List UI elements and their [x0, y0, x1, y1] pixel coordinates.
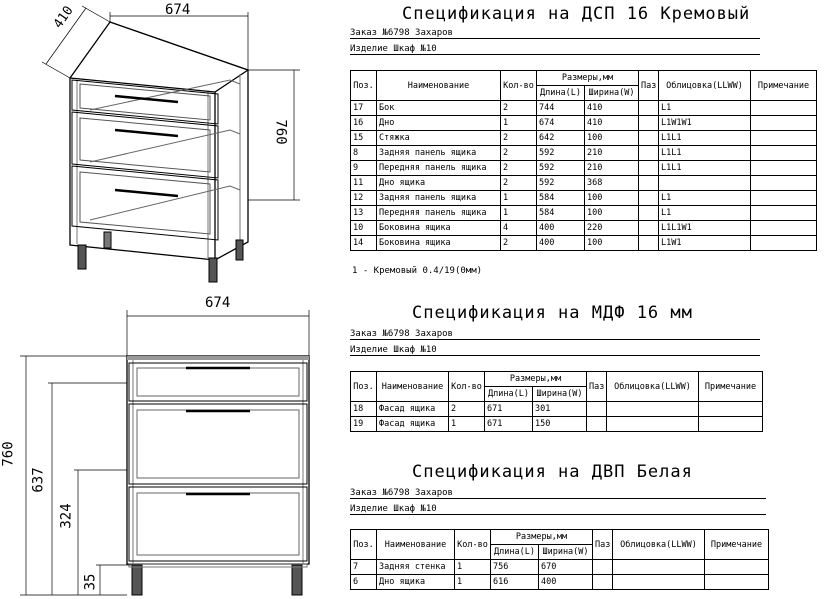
table-cell-l: 592: [537, 146, 585, 161]
table-row: [351, 131, 817, 146]
dvp-spec-title: Спецификация на ДВП Белая: [412, 462, 693, 482]
table-cell-name: Передняя панель ящика: [377, 206, 501, 221]
table-cell-edge: [659, 176, 751, 191]
table-cell-l: 400: [537, 236, 585, 251]
table-cell-w: 301: [533, 402, 587, 417]
table-cell-pos: 7: [351, 560, 377, 575]
table-cell-edge: L1L1: [659, 131, 751, 146]
table-cell-name: Стяжка: [377, 131, 501, 146]
table-cell-groove: [639, 176, 659, 191]
table-row: [351, 101, 817, 116]
mdf-header-qty: Кол-во: [449, 372, 485, 402]
table-cell-note: [751, 131, 817, 146]
mdf-header-name: Наименование: [377, 372, 449, 402]
table-cell-w: 410: [585, 116, 639, 131]
table-cell-qty: 2: [449, 402, 485, 417]
table-cell-name: Задняя панель ящика: [377, 191, 501, 206]
iso-dim-width: 674: [165, 2, 191, 18]
table-cell-name: Дно ящика: [377, 575, 455, 590]
table-cell-l: 671: [485, 417, 533, 432]
table-cell-edge: L1: [659, 101, 751, 116]
table-row: [351, 161, 817, 176]
mdf-header-width: Ширина(W): [533, 387, 587, 402]
table-cell-name: Фасад ящика: [377, 417, 449, 432]
dvp-order-line: [350, 488, 766, 499]
table-cell-l: 642: [537, 131, 585, 146]
table-cell-edge: L1W1: [659, 236, 751, 251]
table-cell-w: 220: [585, 221, 639, 236]
table-cell-name: Дно ящика: [377, 176, 501, 191]
table-cell-l: 584: [537, 206, 585, 221]
table-cell-groove: [639, 191, 659, 206]
dvp-header-width: Ширина(W): [539, 545, 593, 560]
table-cell-name: Задняя панель ящика: [377, 146, 501, 161]
table-cell-pos: 13: [351, 206, 377, 221]
dvp-header-groove: Паз: [593, 530, 613, 560]
table-cell-note: [699, 402, 763, 417]
dsp-rows: [351, 101, 817, 251]
table-cell-note: [751, 146, 817, 161]
dvp-header-sizes: Размеры,мм: [491, 530, 593, 545]
table-cell-l: 592: [537, 176, 585, 191]
table-row: [351, 206, 817, 221]
table-cell-edge: L1: [659, 206, 751, 221]
table-cell-note: [705, 575, 769, 590]
table-cell-l: 592: [537, 161, 585, 176]
table-cell-name: Передняя панель ящика: [377, 161, 501, 176]
table-cell-qty: 1: [501, 191, 537, 206]
table-cell-l: 744: [537, 101, 585, 116]
dvp-header-edge: Облицовка(LLWW): [613, 530, 705, 560]
table-cell-w: 210: [585, 161, 639, 176]
table-cell-groove: [639, 161, 659, 176]
table-cell-note: [751, 176, 817, 191]
dsp-header-name: Наименование: [377, 71, 501, 101]
table-cell-groove: [587, 417, 607, 432]
table-cell-l: 674: [537, 116, 585, 131]
table-cell-pos: 8: [351, 146, 377, 161]
table-cell-edge: L1: [659, 191, 751, 206]
mdf-spec-title: Спецификация на МДФ 16 мм: [412, 303, 693, 323]
table-cell-w: 368: [585, 176, 639, 191]
table-cell-w: 410: [585, 101, 639, 116]
dsp-header-sizes: Размеры,мм: [537, 71, 639, 86]
table-cell-qty: 2: [501, 236, 537, 251]
table-cell-groove: [639, 116, 659, 131]
dsp-header-groove: Паз: [639, 71, 659, 101]
table-cell-w: 100: [585, 191, 639, 206]
mdf-order-line: [350, 329, 760, 340]
table-cell-note: [751, 191, 817, 206]
table-cell-qty: 2: [501, 101, 537, 116]
front-dim-35: 35: [82, 573, 99, 591]
table-cell-name: Фасад ящика: [377, 402, 449, 417]
dvp-rows: [351, 560, 769, 590]
iso-dim-height: 760: [272, 119, 289, 145]
mdf-header-edge: Облицовка(LLWW): [607, 372, 699, 402]
dsp-header-width: Ширина(W): [585, 86, 639, 101]
table-row: [351, 417, 763, 432]
mdf-header-pos: Поз.: [351, 372, 377, 402]
table-cell-name: Бок: [377, 101, 501, 116]
dvp-header-note: Примечание: [705, 530, 769, 560]
table-cell-groove: [593, 575, 613, 590]
dsp-header-length: Длина(L): [537, 86, 585, 101]
dsp-order-value: №6798 Захаров: [382, 28, 453, 38]
table-cell-edge: L1L1W1: [659, 221, 751, 236]
mdf-header-groove: Паз: [587, 372, 607, 402]
dvp-item-value: Шкаф №10: [393, 504, 437, 514]
table-cell-w: 210: [585, 146, 639, 161]
table-row: [351, 191, 817, 206]
table-cell-qty: 1: [501, 206, 537, 221]
table-cell-name: Дно: [377, 116, 501, 131]
table-cell-note: [751, 221, 817, 236]
table-cell-name: Боковина ящика: [377, 236, 501, 251]
table-cell-edge: [613, 575, 705, 590]
table-cell-groove: [593, 560, 613, 575]
table-cell-qty: 2: [501, 161, 537, 176]
table-cell-pos: 16: [351, 116, 377, 131]
dvp-header-name: Наименование: [377, 530, 455, 560]
table-cell-edge: L1L1: [659, 161, 751, 176]
mdf-rows: [351, 402, 763, 432]
table-cell-l: 584: [537, 191, 585, 206]
table-cell-w: 100: [585, 206, 639, 221]
table-cell-qty: 1: [501, 116, 537, 131]
dvp-header-length: Длина(L): [491, 545, 539, 560]
dsp-spec-table: [350, 70, 817, 251]
table-cell-w: 400: [539, 575, 593, 590]
table-cell-pos: 11: [351, 176, 377, 191]
mdf-item-value: Шкаф №10: [393, 345, 437, 355]
table-cell-groove: [639, 101, 659, 116]
table-cell-edge: [607, 417, 699, 432]
front-dim-637: 637: [30, 467, 47, 493]
dsp-header-qty: Кол-во: [501, 71, 537, 101]
table-cell-edge: [613, 560, 705, 575]
table-cell-note: [705, 560, 769, 575]
table-cell-pos: 6: [351, 575, 377, 590]
table-cell-pos: 19: [351, 417, 377, 432]
mdf-header-note: Примечание: [699, 372, 763, 402]
table-row: [351, 116, 817, 131]
table-cell-l: 400: [537, 221, 585, 236]
table-row: [351, 146, 817, 161]
dsp-order-line: [350, 28, 760, 39]
table-cell-pos: 14: [351, 236, 377, 251]
table-cell-pos: 18: [351, 402, 377, 417]
dsp-item-value: Шкаф №10: [393, 44, 437, 54]
table-cell-edge: [607, 402, 699, 417]
table-cell-name: Задняя стенка: [377, 560, 455, 575]
table-cell-l: 616: [491, 575, 539, 590]
table-cell-pos: 15: [351, 131, 377, 146]
table-cell-groove: [639, 221, 659, 236]
table-cell-qty: 1: [455, 575, 491, 590]
table-cell-qty: 2: [501, 131, 537, 146]
table-cell-qty: 1: [449, 417, 485, 432]
front-view: [20, 310, 309, 595]
table-cell-note: [751, 236, 817, 251]
dsp-header-pos: Поз.: [351, 71, 377, 101]
table-cell-l: 671: [485, 402, 533, 417]
table-cell-pos: 9: [351, 161, 377, 176]
mdf-order-label: Заказ: [350, 329, 378, 339]
mdf-item-line: [350, 345, 760, 356]
iso-dim-depth: 410: [50, 3, 77, 32]
table-cell-pos: 12: [351, 191, 377, 206]
table-cell-note: [751, 116, 817, 131]
table-cell-qty: 1: [455, 560, 491, 575]
table-cell-pos: 10: [351, 221, 377, 236]
front-dim-324: 324: [58, 503, 75, 529]
table-cell-groove: [587, 402, 607, 417]
table-cell-w: 670: [539, 560, 593, 575]
table-cell-w: 100: [585, 236, 639, 251]
table-cell-groove: [639, 131, 659, 146]
dvp-item-label: Изделие: [350, 504, 388, 514]
dsp-header-edge: Облицовка(LLWW): [659, 71, 751, 101]
table-cell-groove: [639, 146, 659, 161]
table-cell-note: [751, 101, 817, 116]
dvp-order-value: №6798 Захаров: [382, 488, 453, 498]
table-row: [351, 221, 817, 236]
table-cell-qty: 2: [501, 146, 537, 161]
table-cell-w: 100: [585, 131, 639, 146]
table-row: [351, 402, 763, 417]
table-cell-edge: L1W1W1: [659, 116, 751, 131]
table-cell-qty: 4: [501, 221, 537, 236]
mdf-item-label: Изделие: [350, 345, 388, 355]
table-cell-qty: 2: [501, 176, 537, 191]
dsp-header-note: Примечание: [751, 71, 817, 101]
table-cell-groove: [639, 236, 659, 251]
dvp-header-qty: Кол-во: [455, 530, 491, 560]
mdf-spec-table: [350, 371, 763, 432]
table-row: [351, 176, 817, 191]
table-cell-l: 756: [491, 560, 539, 575]
table-cell-name: Боковина ящика: [377, 221, 501, 236]
dvp-item-line: [350, 504, 766, 515]
dvp-order-label: Заказ: [350, 488, 378, 498]
table-cell-pos: 17: [351, 101, 377, 116]
front-dim-width: 674: [205, 295, 231, 311]
front-dim-height: 760: [0, 441, 17, 467]
table-row: [351, 236, 817, 251]
dsp-item-label: Изделие: [350, 44, 388, 54]
dsp-spec-title: Спецификация на ДСП 16 Кремовый: [402, 4, 751, 24]
mdf-header-length: Длина(L): [485, 387, 533, 402]
dsp-item-line: [350, 44, 760, 55]
table-cell-w: 150: [533, 417, 587, 432]
table-cell-note: [751, 161, 817, 176]
isometric-view: [42, 3, 300, 282]
dvp-spec-table: [350, 529, 769, 590]
dsp-order-label: Заказ: [350, 28, 378, 38]
mdf-header-sizes: Размеры,мм: [485, 372, 587, 387]
table-row: [351, 575, 769, 590]
table-cell-groove: [639, 206, 659, 221]
dvp-header-pos: Поз.: [351, 530, 377, 560]
table-cell-note: [751, 206, 817, 221]
mdf-order-value: №6798 Захаров: [382, 329, 453, 339]
table-cell-edge: L1L1: [659, 146, 751, 161]
table-row: [351, 560, 769, 575]
table-cell-note: [699, 417, 763, 432]
dsp-footnote: 1 - Кремовый 0.4/19(0мм): [352, 266, 483, 276]
